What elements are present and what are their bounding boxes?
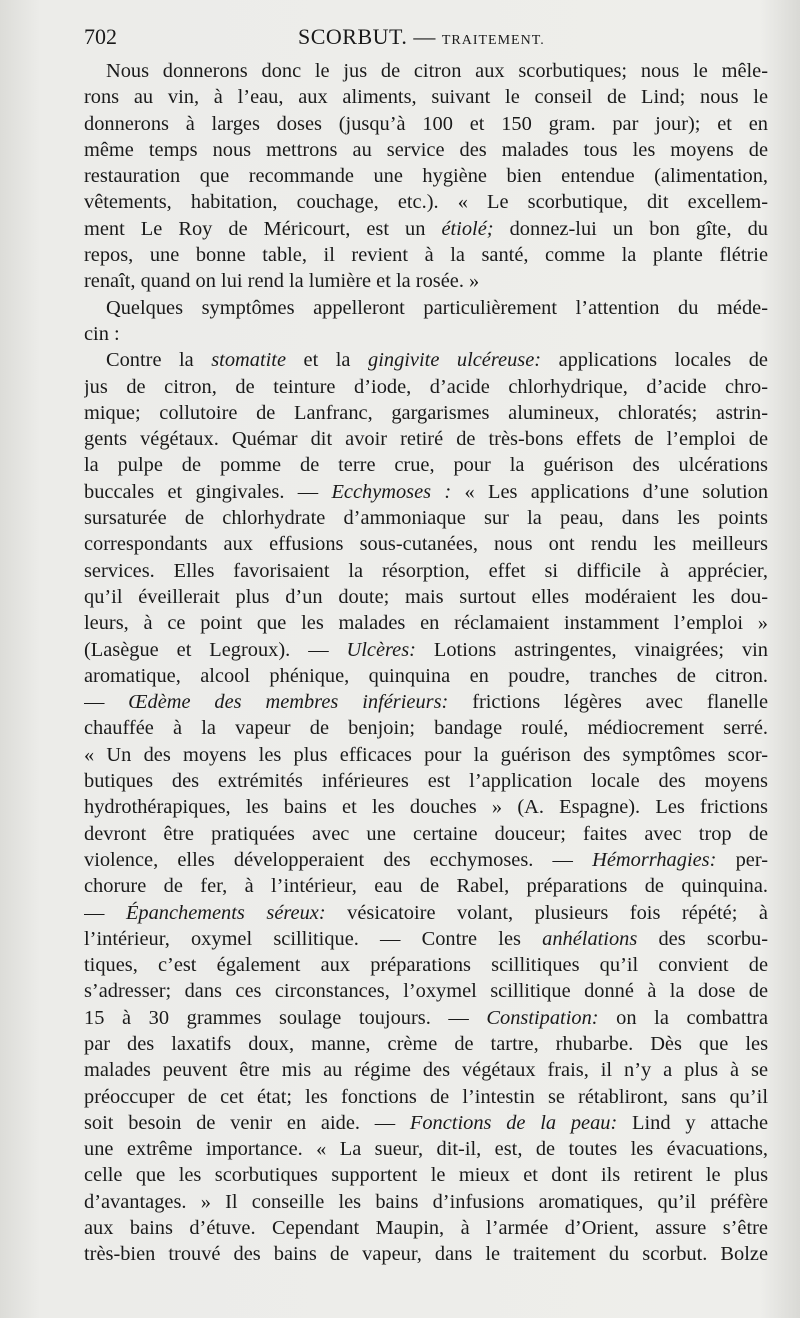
text-line	[84, 610, 768, 636]
text-segment: leurs, à ce point que les malades en réclamaient instamment l’emploi »	[84, 612, 768, 635]
text-line	[84, 242, 768, 268]
text-line	[84, 137, 768, 163]
italic-term: Œdème des membres inférieurs:	[128, 691, 449, 714]
text-segment: Lind y attache	[617, 1111, 768, 1134]
running-title	[298, 24, 545, 50]
text-line	[84, 189, 768, 215]
text-line	[84, 1084, 768, 1110]
italic-term: Ulcères:	[346, 638, 416, 661]
text-segment: aromatique, alcool phénique, quinquina en poudre, tranches de citron.	[84, 664, 768, 687]
text-line	[84, 531, 768, 557]
text-line	[84, 663, 768, 689]
text-segment: Lotions astringentes, vinaigrées; vin	[415, 638, 768, 661]
text-line	[84, 216, 768, 242]
italic-term: gingivite ulcéreuse:	[368, 349, 542, 372]
text-segment: violence, elles développeraient des ecchymoses. —	[84, 848, 593, 871]
text-segment: « Un des moyens les plus efficaces pour la guérison des symptômes scor-	[84, 743, 768, 766]
text-line	[84, 452, 768, 478]
text-segment: 15 à 30 grammes soulage toujours. —	[84, 1006, 487, 1029]
text-segment: préoccuper de cet état; les fonctions de l’intestin se rétabliront, sans qu’il	[84, 1085, 768, 1108]
text-segment: chorure de fer, à l’intérieur, eau de Rabel, préparations de quinquina.	[84, 875, 768, 898]
text-segment: ment Le Roy de Méricourt, est un	[84, 217, 442, 240]
text-segment: tiques, c’est également aux préparations scillitiques qu’il convient de	[84, 954, 768, 977]
text-segment: vésicatoire volant, plusieurs fois répété; à	[325, 901, 768, 924]
text-segment: des scorbu-	[637, 927, 768, 950]
text-segment: (Lasègue et Legroux). —	[84, 638, 347, 661]
page-number: 702	[84, 24, 117, 49]
text-segment: s’adresser; dans ces circonstances, l’oxymel scillitique donné à la dose de	[84, 980, 768, 1003]
italic-term: Ecchymoses :	[331, 480, 452, 503]
text-segment: gents végétaux. Quémar dit avoir retiré de très-bons effets de l’emploi de	[84, 428, 768, 451]
text-segment: par des laxatifs doux, manne, crème de tartre, rhubarbe. Dès que les	[84, 1032, 768, 1055]
text-segment: qu’il éveillerait plus d’un doute; mais surtout elles modéraient les dou-	[84, 585, 768, 608]
italic-term: Fonctions de la peau:	[409, 1111, 618, 1134]
text-segment: même temps nous mettrons au service des malades tous les moyens de	[84, 138, 768, 161]
text-segment: frictions légères avec flanelle	[448, 691, 768, 714]
text-segment: cin :	[84, 322, 120, 345]
text-line	[84, 794, 768, 820]
page-header	[84, 24, 750, 54]
text-line	[84, 111, 768, 137]
text-line	[84, 163, 768, 189]
text-line	[84, 742, 768, 768]
italic-term: étiolé;	[441, 217, 494, 240]
text-line	[84, 1215, 768, 1241]
text-segment: renaît, quand on lui rend la lumière et la rosée. »	[84, 270, 480, 293]
text-segment: hydrothérapiques, les bains et les douches » (A. Espagne). Les frictions	[84, 796, 768, 819]
text-line	[84, 426, 768, 452]
text-segment: —	[84, 901, 126, 924]
text-line	[84, 1005, 768, 1031]
text-line	[84, 1031, 768, 1057]
text-segment: devront être pratiquées avec une certaine douceur; faites avec trop de	[84, 822, 768, 845]
text-line	[84, 84, 768, 110]
text-line	[84, 584, 768, 610]
text-line	[84, 1162, 768, 1188]
text-segment: correspondants aux effusions sous-cutanées, nous ont rendu les meilleurs	[84, 533, 768, 556]
text-segment: mique; collutoire de Lanfranc, gargarismes alumineux, chloratés; astrin-	[84, 401, 768, 424]
text-segment: per-	[716, 848, 768, 871]
text-segment: la pulpe de pomme de terre crue, pour la guérison des ulcérations	[84, 454, 768, 477]
text-segment: très-bien trouvé des bains de vapeur, dans le traitement du scorbut. Bolze	[84, 1243, 768, 1266]
italic-term: Hémorrhagies:	[592, 848, 717, 871]
text-line	[84, 268, 768, 294]
text-line	[84, 374, 768, 400]
text-segment: Contre la	[106, 349, 212, 372]
text-line	[84, 479, 768, 505]
text-segment: d’avantages. » Il conseille les bains d’infusions aromatiques, qu’il préfère	[84, 1190, 768, 1213]
text-line	[84, 505, 768, 531]
text-segment: une extrême importance. « La sueur, dit-il, est, de toutes les évacuations,	[84, 1138, 768, 1161]
text-line	[84, 1189, 768, 1215]
text-line	[84, 689, 768, 715]
text-segment: sursaturée de chlorhydrate d’ammoniaque sur la peau, dans les points	[84, 507, 768, 530]
text-segment: —	[84, 691, 129, 714]
text-segment: rons au vin, à l’eau, aux aliments, suivant le conseil de Lind; nous le	[84, 86, 768, 109]
text-segment: et la	[286, 349, 369, 372]
text-line	[84, 1057, 768, 1083]
text-segment: aux bains d’étuve. Cependant Maupin, à l’armée d’Orient, assure s’être	[84, 1217, 768, 1240]
text-segment: vêtements, habitation, couchage, etc.). « Le scorbutique, dit excellem-	[84, 191, 768, 214]
text-segment: repos, une bonne table, il revient à la santé, comme la plante flétrie	[84, 244, 768, 267]
text-line	[84, 400, 768, 426]
body-text	[84, 58, 768, 1268]
running-title-main: SCORBUT. —	[298, 24, 442, 49]
text-segment: donnez-lui un bon gîte, du	[493, 217, 768, 240]
text-line	[84, 873, 768, 899]
text-segment: restauration que recommande une hygiène bien entendue (alimentation,	[84, 165, 768, 188]
italic-term: Épanchements séreux:	[125, 901, 326, 924]
text-segment: l’intérieur, oxymel scillitique. — Contre les	[84, 927, 543, 950]
text-line	[84, 847, 768, 873]
text-line	[84, 1110, 768, 1136]
text-line	[84, 1241, 768, 1267]
text-line	[84, 637, 768, 663]
text-line	[84, 347, 768, 373]
running-title-sub: TRAITEMENT.	[441, 33, 545, 48]
text-segment: butiques des extrémités inférieures est l’application locale des moyens	[84, 770, 768, 793]
text-segment: on la combattra	[598, 1006, 768, 1029]
text-line	[84, 58, 768, 84]
text-segment: « Les applications d’une solution	[451, 480, 768, 503]
text-line	[84, 295, 768, 321]
text-segment: Quelques symptômes appelleront particulièrement l’attention du méde-	[106, 296, 768, 319]
text-line	[84, 900, 768, 926]
text-line	[84, 821, 768, 847]
text-segment: services. Elles favorisaient la résorption, effet si difficile à apprécier,	[84, 559, 768, 582]
text-segment: donnerons à larges doses (jusqu’à 100 et 150 gram. par jour); et en	[84, 112, 768, 135]
text-line	[84, 768, 768, 794]
text-line	[84, 926, 768, 952]
text-segment: Nous donnerons donc le jus de citron aux scorbutiques; nous le mêle-	[106, 60, 768, 82]
text-segment: jus de citron, de teinture d’iode, d’acide chlorhydrique, d’acide chro-	[84, 375, 768, 398]
italic-term: stomatite	[211, 349, 287, 372]
text-line	[84, 978, 768, 1004]
text-segment: applications locales de	[541, 349, 768, 372]
italic-term: Constipation:	[486, 1006, 599, 1029]
italic-term: anhélations	[542, 927, 638, 950]
text-line	[84, 715, 768, 741]
text-line	[84, 1136, 768, 1162]
text-segment: buccales et gingivales. —	[84, 480, 332, 503]
text-segment: malades peuvent être mis au régime des végétaux frais, il n’y a plus à se	[84, 1059, 768, 1082]
text-segment: soit besoin de venir en aide. —	[84, 1111, 410, 1134]
text-segment: celle que les scorbutiques supportent le mieux et dont ils retirent le plus	[84, 1164, 768, 1187]
text-line	[84, 321, 768, 347]
text-line	[84, 952, 768, 978]
text-segment: chauffée à la vapeur de benjoin; bandage roulé, médiocrement serré.	[84, 717, 768, 740]
text-line	[84, 558, 768, 584]
